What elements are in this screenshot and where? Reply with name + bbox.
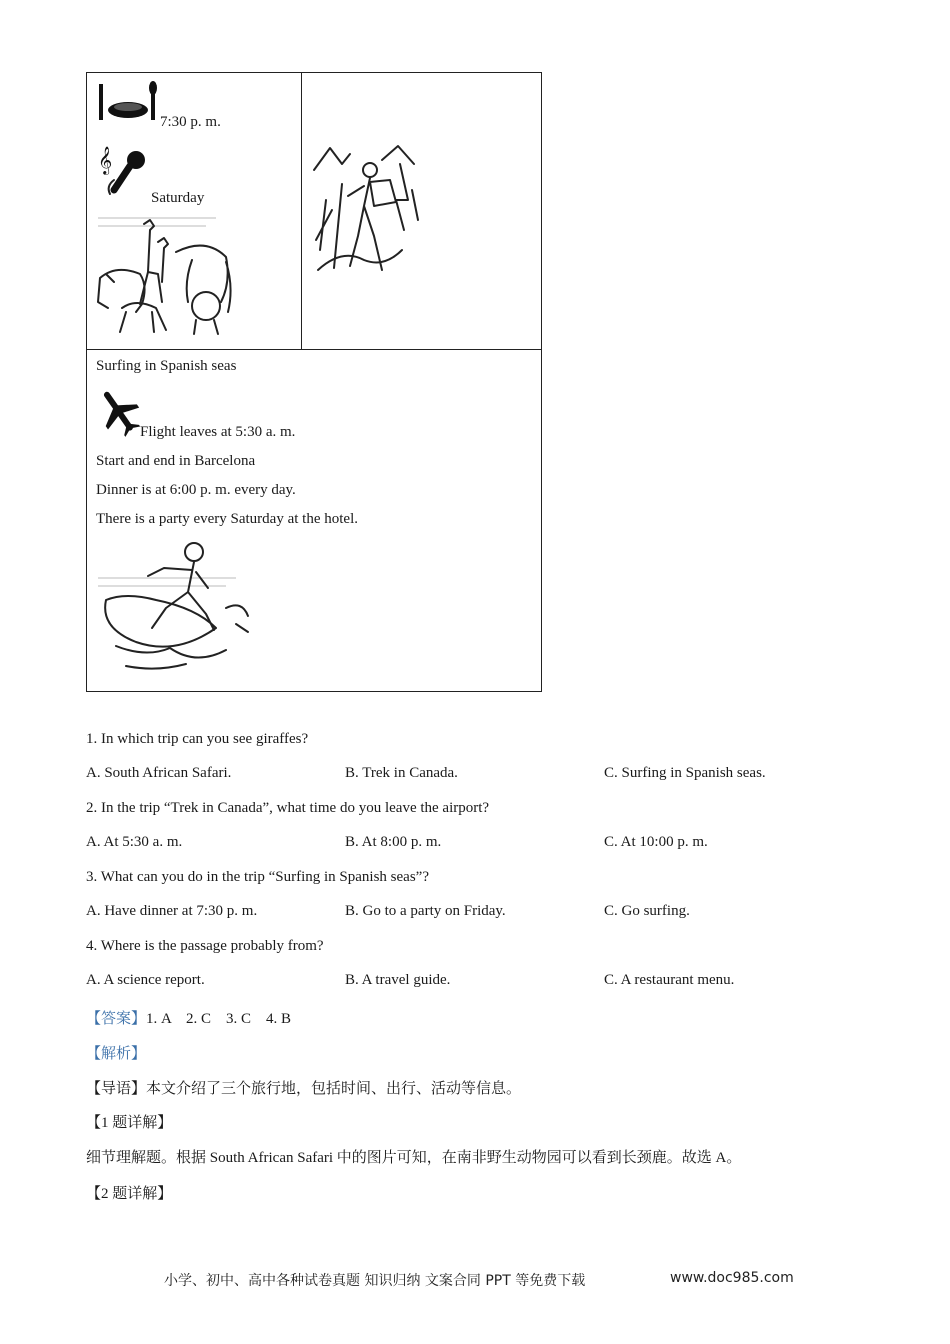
answer-label: 【答案】: [86, 1011, 147, 1027]
flight-time: Flight leaves at 5:30 a. m.: [140, 424, 296, 440]
q1-option-c: C. Surfing in Spanish seas.: [604, 765, 766, 781]
plate-fork-knife-icon: [98, 80, 158, 130]
q4-option-b: B. A travel guide.: [345, 972, 451, 988]
q3-option-a: A. Have dinner at 7:30 p. m.: [86, 903, 258, 919]
safari-animals-illustration: [96, 212, 236, 337]
microphone-music-icon: [98, 146, 153, 201]
q4-option-c: C. A restaurant menu.: [604, 972, 735, 988]
table-divider-vertical: [301, 72, 302, 350]
q3-option-c: C. Go surfing.: [604, 903, 690, 919]
q3-option-b: B. Go to a party on Friday.: [345, 903, 506, 919]
question-4: 4. Where is the passage probably from?: [86, 938, 324, 954]
detail-1-text: 细节理解题。根据 South African Safari 中的图片可知，在南非野生动物园可以看到长颈鹿。故选 A。: [86, 1150, 742, 1166]
cell3-line-3: There is a party every Saturday at the hotel.: [96, 511, 358, 527]
q2-option-b: B. At 8:00 p. m.: [345, 834, 442, 850]
saturday-label: Saturday: [151, 190, 205, 206]
q2-option-a: A. At 5:30 a. m.: [86, 834, 183, 850]
table-divider-horizontal: [86, 349, 542, 350]
q2-option-c: C. At 10:00 p. m.: [604, 834, 708, 850]
dinner-time: 7:30 p. m.: [160, 114, 221, 130]
cell3-line-2: Dinner is at 6:00 p. m. every day.: [96, 482, 296, 498]
q1-option-a: A. South African Safari.: [86, 765, 232, 781]
mountain-hiker-illustration: [312, 140, 422, 275]
answer-line: [86, 1007, 291, 1028]
footer-text: 小学、初中、高中各种试卷真题 知识归纳 文案合同 PPT 等免费下载: [164, 1273, 586, 1289]
cell3-line-1: Start and end in Barcelona: [96, 453, 256, 469]
detail-1-label: 【1 题详解】: [86, 1115, 173, 1131]
q4-option-a: A. A science report.: [86, 972, 205, 988]
answer-text: 1. A 2. C 3. C 4. B: [146, 1011, 292, 1027]
surfer-illustration: [96, 538, 256, 678]
question-2: 2. In the trip “Trek in Canada”, what time do you leave the airport?: [86, 800, 490, 816]
question-3: 3. What can you do in the trip “Surfing in Spanish seas”?: [86, 869, 429, 885]
footer-site-link[interactable]: www.doc985.com: [670, 1270, 794, 1286]
intro-text: 【导语】本文介绍了三个旅行地，包括时间、出行、活动等信息。: [86, 1081, 522, 1097]
airplane-icon: [98, 386, 140, 438]
detail-2-label: 【2 题详解】: [86, 1186, 173, 1202]
analysis-label: 【解析】: [86, 1046, 147, 1062]
trip-title-surfing: Surfing in Spanish seas: [96, 358, 237, 374]
svg-text:𝄞: 𝄞: [98, 146, 113, 174]
question-1: 1. In which trip can you see giraffes?: [86, 731, 309, 747]
q1-option-b: B. Trek in Canada.: [345, 765, 458, 781]
